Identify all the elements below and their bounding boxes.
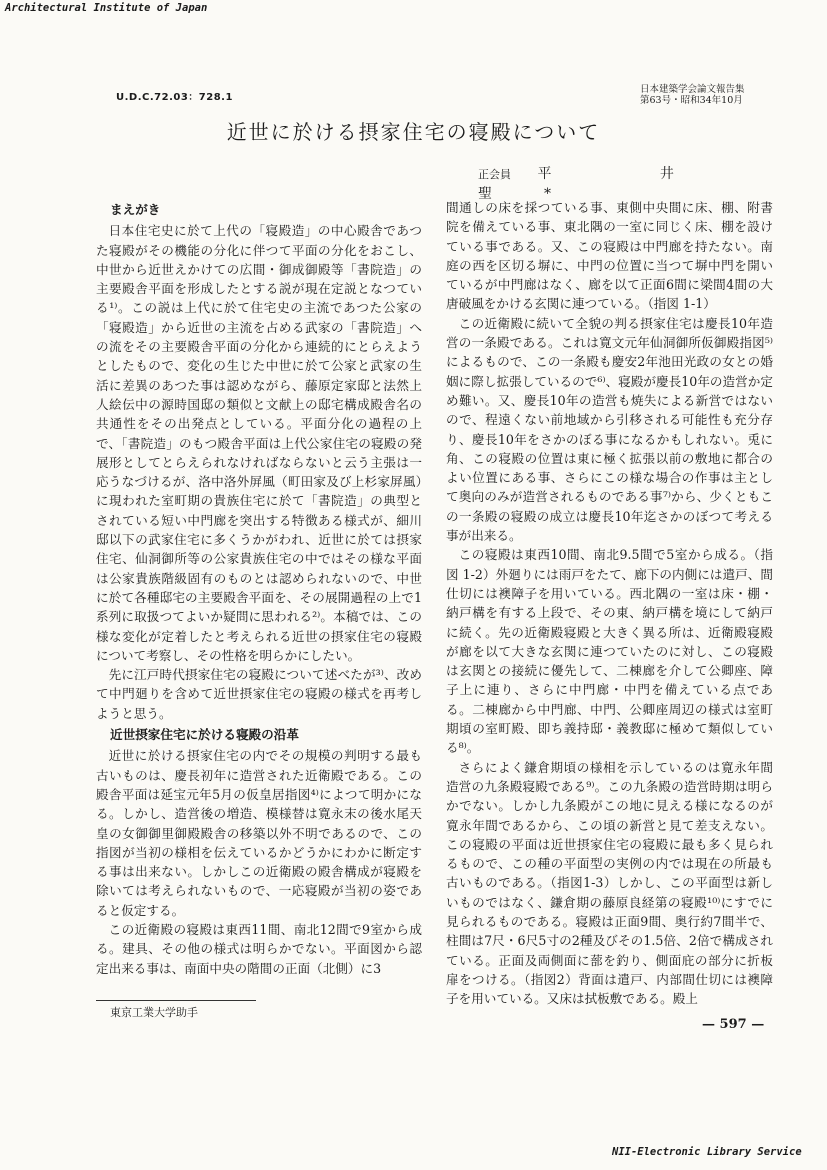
- footnote: 東京工業大学助手: [110, 1006, 198, 1019]
- author-name: 平 井 聖*: [478, 166, 726, 202]
- institute-header: Architectural Institute of Japan: [5, 2, 208, 14]
- paragraph: 近世に於ける摂家住宅の内でその規模の判明する最も古いものは、慶長初年に造営された近衛殿である。この殿舎平面は延宝元年5月の仮皇居指図⁴⁾によつて明かになる。しかし、造営後の増造、模様替は寛永末の後水尾天皇の女御御里御殿殿舎の移築以外不明であるので、この指図が当初の様相を伝えているかどうかにわかに断定する事は出来ない。しかしこの近衛殿の殿舎構成が寝殿を除いては考えられないもので、一応寝殿が当初の姿であると仮定する。: [96, 748, 422, 918]
- paper-title: 近世に於ける摂家住宅の寝殿について: [226, 120, 601, 144]
- journal-info: [640, 84, 745, 106]
- paragraph: 先に江戸時代摂家住宅の寝殿について述べたが³⁾、改めて中門廻りを含めて近世摂家住宅の寝殿の様式を再考しようと思う。: [96, 667, 422, 721]
- right-column: [446, 198, 773, 1008]
- page-number: — 597 —: [702, 1017, 765, 1032]
- paragraph: この寝殿は東西10間、南北9.5間で5室から成る。（指図 1-2）外廻りには雨戸をたて、廊下の内側には遣戸、間仕切には襖障子を用いている。西北隅の一室は床・棚・納戸構を有する上段で、その東、納戸構を境にして納戸に続く。先の近衛殿寝殿と大きく異る所は、近衛殿寝殿が廊を以て大きな玄関に連つていたのに対し、この寝殿は玄関との接続に優先して、二棟廊を介して公卿座、障子上に連り、さらに中門廊・中門を備えている点である。二棟廊から中門廊、中門、公卿座周辺の様式は室町期頃の室町殿、即ち義持邸・義教邸に極めて類似している⁸⁾。: [446, 547, 773, 756]
- section-heading-preface: まえがき: [110, 202, 161, 217]
- journal-issue: 第63号・昭和34年10月: [640, 95, 743, 106]
- section-heading-history: 近世摂家住宅に於ける寝殿の沿革: [110, 727, 299, 743]
- author-role: 正会員: [478, 168, 511, 181]
- paragraph: さらによく鎌倉期頃の様相を示しているのは寛永年間造営の九条殿寝殿である⁹⁾。この九条殿の造営時期は明らかでない。しかし九条殿がこの地に見える様になるのが寛永年間であるから、この頃の新営と見て差支えない。この寝殿の平面は近世摂家住宅の寝殿に最も多く見られるもので、この種の平面型の実例の内では現在の所最も古いものである。（指図1-3）しかし、この平面型は新しいものではなく、鎌倉期の藤原良経第の寝殿¹⁰⁾にすでに見られるものである。寝殿は正面9間、奥行約7間半で、柱間は7尺・6尺5寸の2種及びその1.5倍、2倍で構成されている。正面及両側面に蔀を釣り、側面庇の部分に折板扉をつける。（指図2）背面は遣戸、内部間仕切には襖障子を用いている。又床は拭板敷である。殿上: [446, 759, 773, 1007]
- paragraph: 日本住宅史に於て上代の「寝殿造」の中心殿舎であつた寝殿がその機能の分化に伴つて平面の分化をおこし、中世から近世えかけての広間・御成御殿等「書院造」の主要殿舎平面を形成したとする説が現在定説となつている¹⁾。この説は上代に於て住宅史の主流であつた公家の「寝殿造」から近世の主流を占める武家の「書院造」への流をその主要殿舎平面の分化から連続的にとらえようとしたもので、変化の生じた中世に於て公家と武家の生活に差異のあつた事は認めながら、藤原定家邸と法然上人絵伝中の源時国邸の類似と文献上の邸宅構成殿舎名の共通性をその出発点としている。平面分化の過程の上で、「書院造」のもつ殿舎平面は上代公家住宅の寝殿の発展形としてとらえられなければならないと云う主張は一応うなづけるが、洛中洛外屏風（町田家及び上杉家屏風）に現われた室町期の貴族住宅に於て「書院造」の典型とされている短い中門廊を突出する特徴ある様式が、細川邸以下の武家住宅に多くうかがわれ、近世に於ては摂家住宅、仙洞御所等の公家貴族住宅の中ではその様な平面は公家貴族階級固有のものとは認められないので、中世に於て各種邸宅の主要殿舎平面を、その展開過程の上で1系列に取扱つてよいか疑問に思われる²⁾。本稿では、この様な変化が定着したと考えられる近世の摂家住宅の寝殿について考察し、その性格を明らかにしたい。: [96, 223, 422, 663]
- library-footer: NII-Electronic Library Service: [612, 1146, 802, 1158]
- footnote-divider: [96, 1000, 256, 1001]
- paragraph: 間通しの床を採つている事、東側中央間に床、棚、附書院を備えている事、東北隅の一室に同じく床、棚を設けている事である。又、この寝殿は中門廊を持たない。南庭の西を区切る塀に、中門の位置に当つて塀中門を開いているが中門廊はなく、廊を以て正面6間に梁間4間の大唐破風をかける玄関に連つている。（指図 1-1）: [446, 200, 773, 312]
- left-column: [96, 198, 422, 978]
- udc-code: U.D.C.72.03：728.1: [116, 92, 233, 103]
- paragraph: この近衛殿の寝殿は東西11間、南北12間で9室から成る。建具、その他の様式は明らかでない。平面図から認定出来る事は、南面中央の階間の正面（北側）に3: [96, 921, 422, 976]
- paragraph: この近衛殿に続いて全貌の判る摂家住宅は慶長10年造営の一条殿である。これは寛文元年仙洞御所仮御殿指図⁵⁾によるもので、この一条殿も慶安2年池田光政の女との婚姻に際し拡張しているので⁶⁾、寝殿が慶長10年の造営か定め難い。又、慶長10年の造営も焼失による新営ではないので、程遠くない前地域から引移される可能性も充分存り、慶長10年をさかのぼる事になるかもしれない。兎に角、この寝殿の位置は東に極く拡張以前の敷地に都合のよい位置にある事、さらにこの様な場合の作事は主として奥向のみが造営されるものである事⁷⁾から、少くともこの一条殿の寝殿の成立は慶長10年迄さかのぼつて考える事が出来る。: [446, 315, 773, 544]
- journal-name: 日本建築学会論文報告集: [640, 84, 745, 95]
- author-line: [478, 163, 738, 203]
